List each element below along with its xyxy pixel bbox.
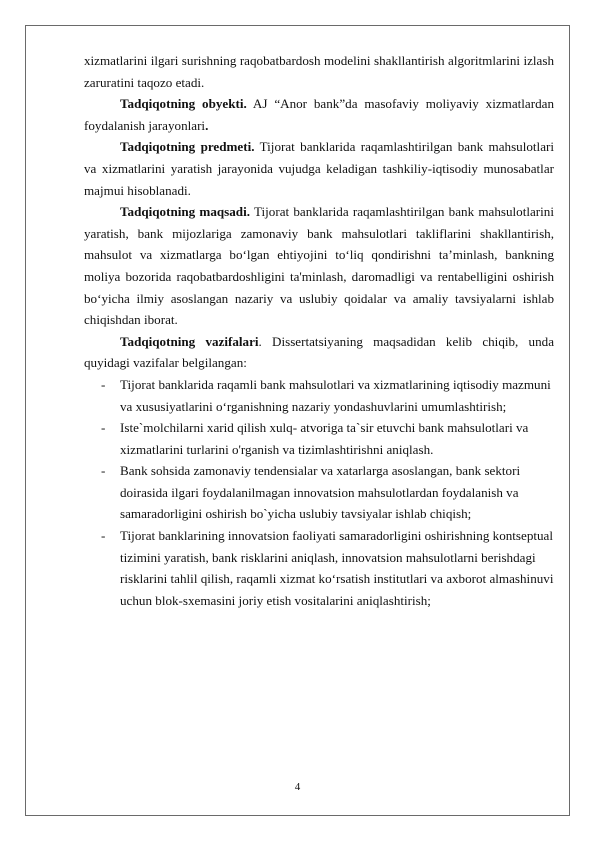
list-item [84,417,554,460]
aim-text: Tijorat banklarida raqamlashtirilgan bank mahsulotlarini yaratish, bank mijozlariga zamonaviy bank mahsulotlari takliflarini shakllantirish, mahsulot va xizmatlarga bo‘lgan ehtiyojini to‘liq qondirishni ta’minlash, bankning moliya bozorida raqobatbardoshligini ta'minlash, daromadligi va rentabelligini oshirish bo‘yicha ilmiy asoslangan nazariy va uslubiy qoidalar va amaliy tavsiyalarni ishlab chiqishdan iborat. [84,204,554,328]
list-item [84,460,554,525]
object-paragraph [84,93,554,136]
list-item [84,525,554,611]
page-number: 4 [294,781,301,793]
aim-label: Tadqiqotning maqsadi. [120,204,251,220]
intro-paragraph: xizmatlarini ilgari surishning raqobatbardosh modelini shakllantirish algoritmlarini izlash zaruratini taqozo etadi. [84,53,554,90]
object-label: Tadqiqotning obyekti. [120,96,247,112]
tasks-label: Tadqiqotning vazifalari [120,333,259,349]
list-item-text: Bank sohsida zamonaviy tendensialar va xatarlarga asoslangan, bank sektori doirasida ilgari foydalanilmagan innovatsion mahsulotlardan foydalanish va samaradorligini oshirish bo`yicha uslubiy tavsiyalar ishlab chiqish; [120,463,521,522]
list-item-text: Tijorat banklarida raqamli bank mahsulotlari va xizmatlarining iqtisodiy mazmuni va xususiyatlarini o‘rganishning nazariy yondashuvlarini umumlashtirish; [120,376,551,414]
subject-label: Tadqiqotning predmeti. [120,139,255,155]
tasks-list [84,374,554,612]
list-dash: - [101,528,106,544]
list-item [84,374,554,417]
subject-text: Tijorat banklarida raqamlashtirilgan bank mahsulotlari va xizmatlarini yaratish jarayonida vujudga keladigan tashkiliy-iqtisodiy munosabatlar majmui hisoblanadi. [84,139,554,198]
document-body [84,50,554,611]
list-dash: - [101,463,106,479]
object-end: . [205,117,209,133]
list-dash: - [101,420,106,436]
tasks-text: . Dissertatsiyaning maqsadidan kelib chiqib, unda quyidagi vazifalar belgilangan: [84,333,555,371]
list-item-text: Tijorat banklarining innovatsion faoliyati samaradorligini oshirishning kontseptual tizimini yaratish, bank risklarini aniqlash, innovatsion mahsulotlarni berishdagi risklarini tahlil qilish, raqamli xizmat ko‘rsatish institutlari va axborot almashinuvi uchun blok-sxemasini joriy etish vositalarini aniqlashtirish; [120,528,554,608]
list-dash: - [101,376,106,392]
subject-paragraph [84,136,554,201]
tasks-paragraph [84,331,554,374]
list-item-text: Iste`molchilarni xarid qilish xulq- atvoriga ta`sir etuvchi bank mahsulotlari va xizmatlarini turlarini o'rganish va tizimlashtirishni aniqlash. [120,420,529,457]
aim-paragraph [84,201,554,331]
object-text: AJ “Anor bank”da masofaviy moliyaviy xizmatlardan foydalanish jarayonlari [84,96,554,133]
